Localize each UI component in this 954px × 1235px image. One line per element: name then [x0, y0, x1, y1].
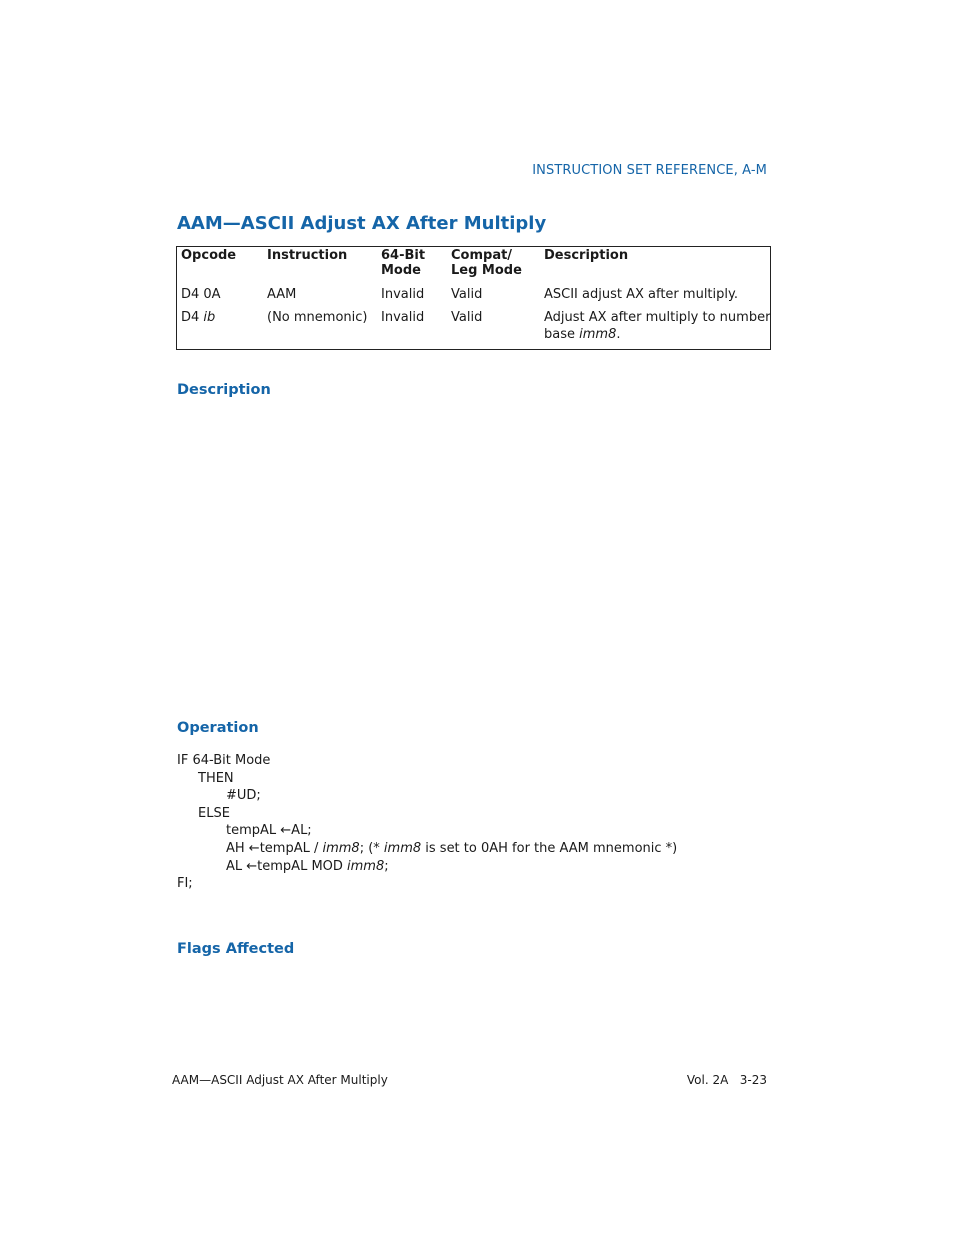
row1-opcode-text: D4 0A — [181, 287, 221, 302]
op-line-5: tempAL ←AL; — [226, 823, 312, 839]
section-operation-heading: Operation — [177, 720, 259, 736]
row2-opcode-italic: ib — [203, 310, 216, 325]
header-64bit-mode — [381, 248, 425, 278]
header-64bit-line2: Mode — [381, 263, 421, 278]
opcode-table — [176, 246, 771, 350]
row1-description-line1: ASCII adjust AX after multiply. — [544, 287, 738, 302]
header-64bit-line1: 64-Bit — [381, 248, 426, 263]
header-compat-line2: Leg Mode — [451, 263, 522, 278]
row2-description — [544, 309, 770, 343]
header-description: Description — [544, 248, 629, 263]
operation-pseudocode — [177, 752, 677, 893]
op-line-6-c: ; (* — [359, 840, 384, 856]
header-compat-line1: Compat/ — [451, 248, 513, 263]
row2-opcode — [181, 309, 215, 326]
op-line-6-e: is set to 0AH for the AAM mnemonic *) — [421, 840, 678, 856]
op-line-7-c: ; — [384, 858, 389, 874]
op-line-4: ELSE — [198, 805, 230, 821]
row1-compat-mode: Valid — [451, 287, 483, 302]
row2-desc-prefix: base — [544, 327, 580, 342]
row2-compat-mode: Valid — [451, 310, 483, 325]
row1-64bit-mode: Invalid — [381, 287, 425, 302]
op-line-7-b: imm8 — [347, 858, 385, 874]
row2-desc-italic: imm8 — [579, 327, 617, 342]
footer-page-number: Vol. 2A 3-23 — [686, 1073, 767, 1087]
op-line-7 — [177, 858, 677, 876]
running-header: INSTRUCTION SET REFERENCE, A-M — [532, 163, 767, 178]
op-line-7-a: AL ←tempAL MOD — [226, 858, 348, 874]
row2-description-line1: Adjust AX after multiply to number — [544, 310, 771, 325]
header-compat-mode — [451, 248, 522, 278]
row2-instruction: (No mnemonic) — [267, 310, 368, 325]
page-title: AAM—ASCII Adjust AX After Multiply — [177, 213, 547, 234]
op-line-3: #UD; — [226, 788, 261, 804]
op-line-6 — [177, 840, 677, 858]
row2-opcode-text: D4 — [181, 310, 204, 325]
op-line-6-d: imm8 — [383, 840, 422, 856]
op-line-1: IF 64-Bit Mode — [177, 753, 271, 768]
row2-64bit-mode: Invalid — [381, 310, 425, 325]
op-line-6-b: imm8 — [322, 840, 360, 856]
row1-opcode — [181, 286, 221, 303]
op-line-8: FI; — [177, 876, 193, 892]
header-opcode: Opcode — [181, 248, 237, 263]
op-line-6-a: AH ←tempAL / — [226, 840, 323, 856]
header-instruction: Instruction — [267, 248, 348, 263]
section-description-heading: Description — [177, 382, 271, 398]
row2-desc-suffix: . — [616, 327, 621, 342]
section-flags-heading: Flags Affected — [177, 941, 295, 957]
op-line-2: THEN — [198, 770, 234, 786]
row2-description-line2 — [544, 326, 770, 343]
footer-title: AAM—ASCII Adjust AX After Multiply — [172, 1073, 388, 1087]
row1-instruction: AAM — [267, 287, 297, 302]
row1-description — [544, 286, 738, 303]
